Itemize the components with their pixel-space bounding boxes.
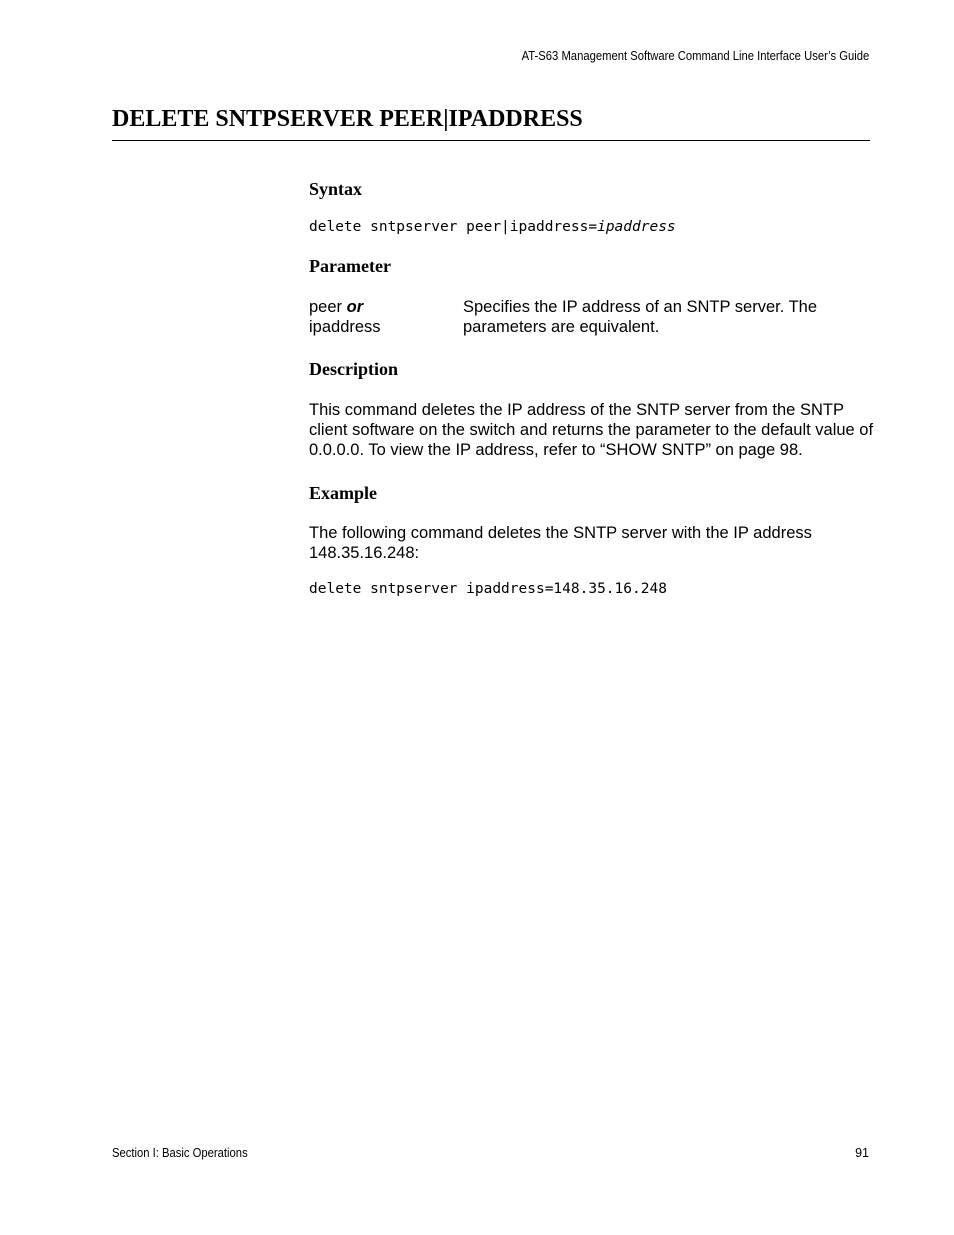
example-text: The following command deletes the SNTP server with the IP address 148.35.16.248: bbox=[309, 524, 812, 562]
example-heading: Example bbox=[309, 483, 378, 503]
footer-page-number: 91 bbox=[855, 1146, 869, 1160]
page-title: DELETE SNTPSERVER PEER|IPADDRESS bbox=[112, 106, 583, 132]
title-rule bbox=[112, 140, 870, 141]
parameter-name bbox=[309, 297, 459, 337]
footer-section: Section I: Basic Operations bbox=[112, 1146, 248, 1160]
description-text: This command deletes the IP address of the SNTP server from the SNTP client software on the switch and returns the parameter to the default value of 0.0.0.0. To view the IP address, refer to “SHOW SNTP” on page 98. bbox=[309, 401, 874, 459]
parameter-name-or: or bbox=[346, 298, 364, 316]
parameter-name-ipaddress: ipaddress bbox=[309, 318, 381, 336]
syntax-heading: Syntax bbox=[309, 179, 363, 199]
parameter-description: Specifies the IP address of an SNTP server. The parameters are equivalent. bbox=[463, 298, 818, 336]
running-header: AT-S63 Management Software Command Line Interface User’s Guide bbox=[521, 49, 869, 63]
parameter-name-peer: peer bbox=[309, 298, 343, 316]
example-command: delete sntpserver ipaddress=148.35.16.248 bbox=[309, 581, 667, 597]
syntax-variable: ipaddress bbox=[597, 219, 676, 235]
description-heading: Description bbox=[309, 359, 398, 379]
parameter-heading: Parameter bbox=[309, 256, 391, 276]
syntax-command-text: delete sntpserver peer|ipaddress= bbox=[309, 219, 598, 235]
syntax-command bbox=[309, 219, 676, 235]
